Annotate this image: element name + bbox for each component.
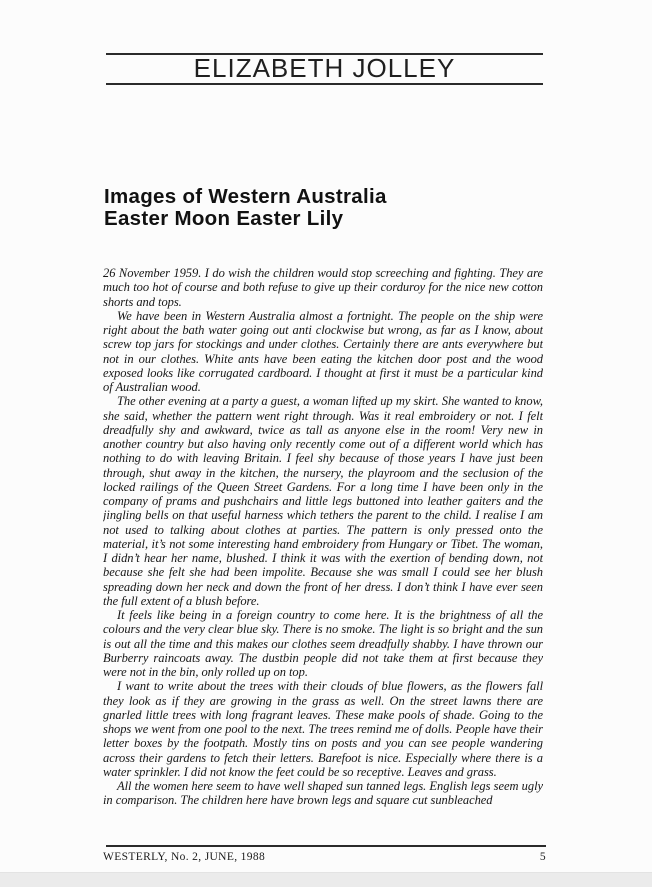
article-title-line1: Images of Western Australia bbox=[104, 185, 387, 208]
footer bbox=[103, 851, 546, 864]
body-paragraph: We have been in Western Australia almost a fortnight. The people on the ship were right about the bath water going out anti clockwise but wrong, as far as I know, about screw top jars for stockings and under clothes. Certainly there are ants everywhere but not in our clothes. White ants have been eating the kitchen door post and the wood exposed looks like corrugated cardboard. I thought at first it must be a particular kind of Australian wood. bbox=[103, 308, 543, 394]
body-paragraph: It feels like being in a foreign country to come here. It is the brightness of all the colours and the very clear blue sky. There is no smoke. The light is so bright and the sun is out all the time and this makes our clothes seem dreadfully shabby. I have thrown our Burberry raincoats away. The dustbin people did not take them at first because they were not in the bin, only rolled up on top. bbox=[103, 608, 543, 679]
article-title-line2: Easter Moon Easter Lily bbox=[104, 206, 344, 230]
running-head bbox=[106, 55, 543, 82]
article-title bbox=[104, 186, 387, 229]
scan-edge bbox=[0, 872, 652, 887]
body-paragraph: The other evening at a party a guest, a woman lifted up my skirt. She wanted to know, she said, whether the pattern went right through. Was it real embroidery or not. I felt dreadfully shy and awkward, twice as tall as anyone else in the room! Very new in another country but also having only recently come out of a different world which has nothing to do with leaving Britain. I feel shy because of those years I have just been through, shut away in the kitchen, the nursery, the playroom and the seclusion of the locked railings of the Queen Street Gardens. For a long time I have been only in the company of prams and pushchairs and little legs buttoned into leather gaiters and the jingling bells on that useful harness which tethers the parent to the child. I realise I am not used to talking about clothes at parties. The pattern is only pressed onto the material, it’s not some interesting hand embroidery from Hungary or Tibet. The woman, I didn’t hear her name, blushed. I think it was with the exertion of bending down, not because she felt she had been impolite. Because she was small I could see her blush spreading down her neck and down the front of her dress. I don’t think I have ever seen the full extent of a blush before. bbox=[103, 394, 543, 608]
body-paragraph: All the women here seem to have well shaped sun tanned legs. English legs seem ugly in comparison. The children here have brown legs and square cut sunbleached bbox=[103, 779, 543, 808]
footer-rule bbox=[106, 845, 546, 847]
header-rule-bottom bbox=[106, 83, 543, 85]
body-paragraph: 26 November 1959. I do wish the children would stop screeching and fighting. They are much too hot of course and both refuse to give up their corduroy for the nice new cotton shorts and tops. bbox=[103, 266, 543, 309]
body-paragraph: I want to write about the trees with their clouds of blue flowers, as the flowers fall they look as if they are growing in the grass as well. On the street lawns there are gnarled little trees with long fragrant leaves. These make pools of shade. Going to the shops we went from one pool to the next. The trees remind me of dolls. People have their letter boxes by the footpath. Mostly tins on posts and you can see people wandering across their gardens to fetch their letters. Barefoot is nice. Especially where there is a water sprinkler. I did not know the feet could be so receptive. Leaves and grass. bbox=[103, 679, 543, 779]
journal-citation: WESTERLY, No. 2, JUNE, 1988 bbox=[103, 851, 266, 863]
author-name: ELIZABETH JOLLEY bbox=[193, 53, 456, 83]
article-body bbox=[103, 266, 543, 808]
page-number: 5 bbox=[539, 851, 546, 863]
